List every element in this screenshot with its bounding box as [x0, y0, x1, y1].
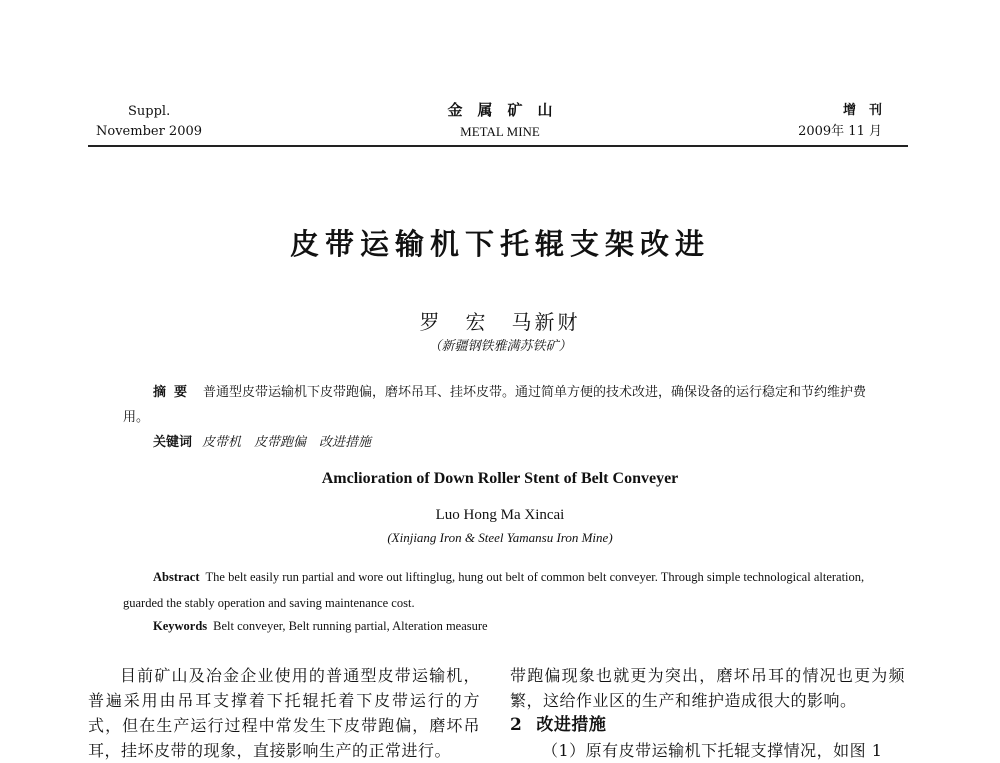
abstract-en	[123, 564, 883, 616]
english-affiliation: (Xinjiang Iron & Steel Yamansu Iron Mine)	[387, 530, 613, 545]
section-title: 改进措施	[536, 715, 607, 735]
keywords-cn-label: 关键词	[153, 435, 193, 450]
authors: 罗 宏 马新财	[419, 310, 581, 334]
keywords-en-label: Keywords	[153, 619, 208, 633]
affiliation: （新疆钢铁雅满苏铁矿）	[428, 339, 572, 354]
body-right-paragraph-2: （1）原有皮带运输机下托辊支撑情况，如图 1	[542, 741, 883, 760]
section-number: 2	[510, 715, 523, 735]
keywords-en-text: Belt conveyer, Belt running partial, Alteration measure	[213, 619, 488, 633]
section-heading	[510, 713, 905, 738]
journal-issue-date: November 2009	[96, 124, 203, 139]
english-authors: Luo Hong Ma Xincai	[435, 507, 565, 523]
keywords-en	[153, 619, 488, 634]
journal-supplement-label: Suppl.	[128, 104, 171, 119]
paper-title: 皮带运输机下托辊支架改进	[289, 227, 710, 261]
body-right-column	[510, 663, 905, 763]
issue-date-cn: 2009年 11 月	[798, 124, 882, 139]
body-right-paragraph: 带跑偏现象也就更为突出，磨坏吊耳的情况也更为频繁，这给作业区的生产和维护造成很大的影响。	[510, 666, 905, 710]
english-title: Amclioration of Down Roller Stent of Belt Conveyer	[321, 470, 679, 487]
keywords-cn	[153, 431, 371, 450]
body-left-column: 目前矿山及冶金企业使用的普通型皮带运输机，普遍采用由吊耳支撑着下托辊托着下皮带运行的方式，但在生产运行过程中常发生下皮带跑偏，磨坏吊耳，挂坏皮带的现象，直接影响生产的正常进行。	[88, 666, 480, 760]
abstract-en-label: Abstract	[153, 570, 200, 584]
keywords-cn-text: 皮带机 皮带跑偏 改进措施	[202, 435, 372, 450]
header-rule	[88, 145, 908, 147]
abstract-en-text: The belt easily run partial and wore out liftinglug, hung out belt of common belt conveyer. Through simple technological alteration, guarded the stably operation and saving maintenance cost.	[123, 570, 865, 610]
supplement-label-cn: 增 刊	[842, 103, 882, 118]
abstract-cn	[123, 380, 883, 430]
journal-name-cn: 金 属 矿 山	[447, 101, 553, 119]
journal-name-en: METAL MINE	[460, 124, 540, 139]
abstract-cn-label: 摘要	[153, 385, 196, 400]
abstract-cn-text: 普通型皮带运输机下皮带跑偏，磨坏吊耳、挂坏皮带。通过简单方便的技术改进，确保设备的运行稳定和节约维护费用。	[123, 385, 867, 425]
